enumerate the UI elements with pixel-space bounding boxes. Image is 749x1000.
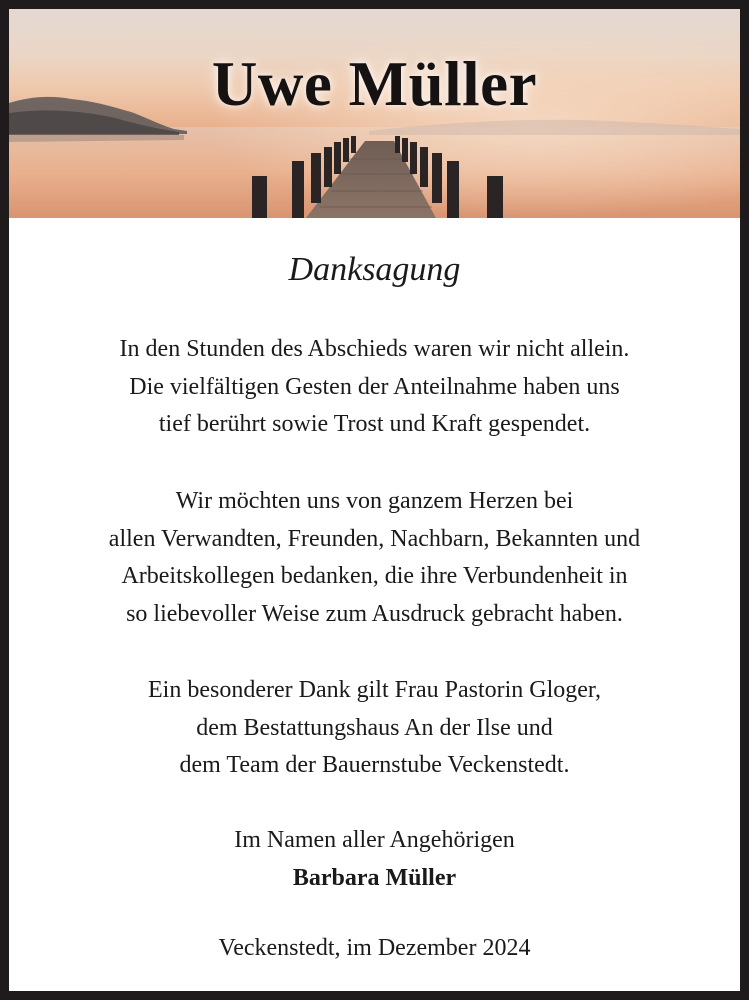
- text-line: allen Verwandten, Freunden, Nachbarn, Bekannten und: [108, 525, 641, 552]
- text-line: dem Bestattungshaus An der Ilse und: [196, 714, 553, 741]
- text-line: so liebevoller Weise zum Ausdruck gebracht haben.: [126, 600, 623, 627]
- place-date-text: Veckenstedt, im Dezember 2024: [218, 935, 531, 961]
- notice-heading: Danksagung: [288, 251, 461, 288]
- text-line: Die vielfältigen Gesten der Anteilnahme haben uns: [129, 373, 620, 400]
- signature-block: [9, 822, 740, 897]
- thanks-paragraph-3: [9, 672, 740, 785]
- text-line: Wir möchten uns von ganzem Herzen bei: [175, 488, 574, 514]
- text-line: Ein besonderer Dank gilt Frau Pastorin Gloger,: [148, 677, 601, 703]
- text-line: tief berührt sowie Trost und Kraft gespendet.: [158, 411, 591, 437]
- thanks-paragraph-2: [9, 483, 740, 633]
- thanks-paragraph-1: [9, 331, 740, 444]
- text-line: Arbeitskollegen bedanken, die ihre Verbundenheit in: [121, 563, 628, 589]
- signer-name: Barbara Müller: [292, 864, 457, 891]
- text-line: dem Team der Bauernstube Veckenstedt.: [179, 752, 570, 778]
- text-line: In den Stunden des Abschieds waren wir nicht allein.: [119, 336, 630, 362]
- header-photo: [9, 9, 740, 218]
- signature-intro: Im Namen aller Angehörigen: [234, 827, 515, 853]
- deceased-name: Uwe Müller: [211, 49, 538, 119]
- place-date: [9, 930, 740, 968]
